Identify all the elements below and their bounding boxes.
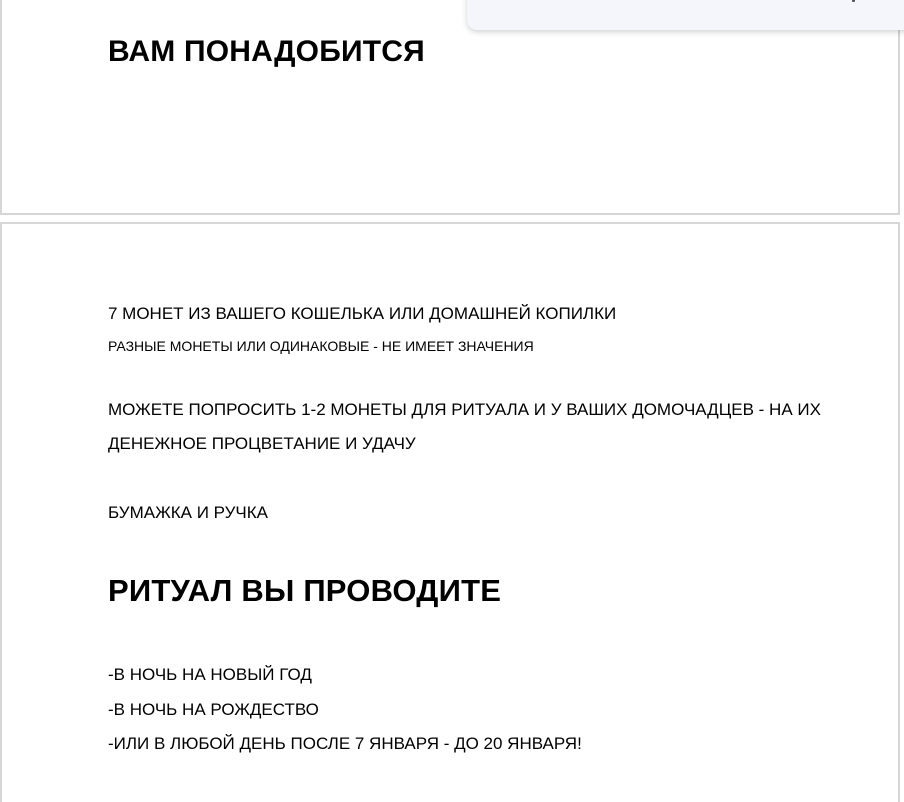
item-ask-family: МОЖЕТЕ ПОПРОСИТЬ 1-2 МОНЕТЫ ДЛЯ РИТУАЛА И У ВАШИХ ДОМОЧАДЦЕВ - НА ИХ ДЕНЕЖНОЕ ПРОЦВЕТАНИЕ И УДАЧУ <box>108 400 821 453</box>
floating-toolbar[interactable] <box>467 0 904 30</box>
heading-ritual: РИТУАЛ ВЫ ПРОВОДИТЕ <box>108 573 502 608</box>
marker-icon[interactable] <box>852 0 855 2</box>
item-paper: БУМАЖКА И РУЧКА <box>108 503 269 522</box>
section-need-card <box>0 0 900 215</box>
ritual-time-christmas: -В НОЧЬ НА РОЖДЕСТВО <box>108 699 319 719</box>
ritual-time-new-year: -В НОЧЬ НА НОВЫЙ ГОД <box>108 665 312 684</box>
heading-need: ВАМ ПОНАДОБИТСЯ <box>108 35 425 68</box>
ritual-times-list <box>108 658 582 762</box>
item-coins: 7 МОНЕТ ИЗ ВАШЕГО КОШЕЛЬКА ИЛИ ДОМАШНЕЙ КОПИЛКИ <box>108 304 617 323</box>
item-coins-note: РАЗНЫЕ МОНЕТЫ ИЛИ ОДИНАКОВЫЕ - НЕ ИМЕЕТ ЗНАЧЕНИЯ <box>108 338 534 354</box>
ritual-time-any-day: -ИЛИ В ЛЮБОЙ ДЕНЬ ПОСЛЕ 7 ЯНВАРЯ - ДО 20 ЯНВАРЯ! <box>108 734 582 753</box>
